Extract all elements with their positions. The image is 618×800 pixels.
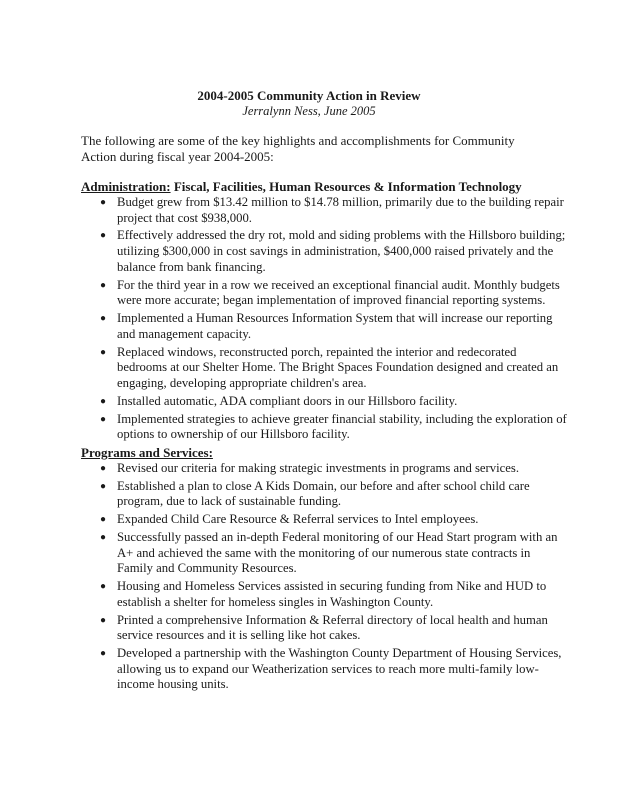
list-item-text: Printed a comprehensive Information & Referral directory of local health and human service resources and it is selling like hot cakes.: [117, 612, 548, 643]
list-item: [81, 613, 569, 644]
list-item: [81, 412, 569, 443]
bullet-icon: ●: [100, 462, 107, 474]
section-heading-rest: Fiscal, Facilities, Human Resources & Information Technology: [170, 179, 522, 194]
list-item: [81, 461, 569, 477]
list-item-text: Expanded Child Care Resource & Referral services to Intel employees.: [117, 512, 479, 527]
list-item: [81, 579, 569, 610]
list-item-text: Implemented a Human Resources Information System that will increase our reporting and management capacity.: [117, 311, 553, 341]
bullet-list: [81, 195, 567, 443]
list-item-text: Established a plan to close A Kids Domain, our before and after school child care program, due to lack of sustainable funding.: [117, 478, 530, 509]
document-byline: Jerralynn Ness, June 2005: [242, 104, 376, 118]
section-programs-services: [81, 445, 561, 693]
list-item-text: Replaced windows, reconstructed porch, repainted the interior and redecorated bedrooms at our Shelter Home. The Bright Spaces Foundation designed and created an engaging, developing appropriate children's area.: [117, 344, 559, 390]
bullet-icon: ●: [100, 648, 107, 660]
list-item-text: Installed automatic, ADA compliant doors in our Hillsboro facility.: [117, 393, 458, 408]
list-item: [81, 228, 569, 275]
bullet-icon: ●: [100, 346, 107, 358]
bullet-icon: ●: [100, 279, 107, 291]
document-title: 2004-2005 Community Action in Review: [197, 88, 421, 103]
bullet-icon: ●: [100, 614, 107, 626]
bullet-icon: ●: [100, 395, 107, 407]
list-item-text: Effectively addressed the dry rot, mold and siding problems with the Hillsboro building; utilizing $300,000 in cost savings in administration, $400,000 raised privately and the balance from bank financing.: [117, 228, 566, 274]
list-item: [81, 512, 569, 528]
list-item-text: Developed a partnership with the Washington County Department of Housing Services, allowing us to expand our Weatherization services to reach more multi-family low-income housing units.: [117, 646, 562, 692]
section-heading-underlined: Administration:: [81, 179, 171, 194]
intro-paragraph: The following are some of the key highlights and accomplishments for Community Action during fiscal year 2004-2005:: [81, 133, 515, 164]
list-item: [81, 195, 569, 226]
list-item: [81, 394, 569, 410]
list-item: [81, 479, 569, 510]
bullet-icon: ●: [100, 480, 107, 492]
document-body: [81, 179, 567, 695]
list-item-text: Budget grew from $13.42 million to $14.78 million, primarily due to the building repair project that cost $938,000.: [117, 195, 564, 225]
list-item-text: Successfully passed an in-depth Federal monitoring of our Head Start program with an A+ and achieved the same with the monitoring of our numerous state contracts in Family and Community Resources.: [117, 530, 558, 576]
section-heading-underlined: Programs and Services:: [81, 444, 213, 460]
bullet-icon: ●: [100, 514, 107, 526]
bullet-icon: ●: [100, 581, 107, 593]
list-item-text: Housing and Homeless Services assisted in securing funding from Nike and HUD to establish a shelter for homeless singles in Washington County.: [117, 579, 547, 609]
bullet-icon: ●: [100, 413, 107, 425]
bullet-icon: ●: [100, 532, 107, 544]
section-administration: [81, 179, 567, 443]
list-item-text: Implemented strategies to achieve greater financial stability, including the exploration of options to ownership of our Hillsboro facility.: [117, 411, 567, 442]
list-item: [81, 530, 569, 577]
bullet-icon: ●: [100, 197, 107, 208]
list-item: [81, 278, 569, 309]
list-item: [81, 345, 569, 392]
list-item: [81, 646, 569, 693]
list-item-text: Revised our criteria for making strategic investments in programs and services.: [117, 460, 520, 475]
list-item: [81, 311, 569, 342]
section-heading: [81, 179, 561, 195]
bullet-icon: ●: [100, 313, 107, 325]
section-heading: [81, 445, 561, 461]
bullet-list: [81, 461, 561, 693]
list-item-text: For the third year in a row we received an exceptional financial audit. Monthly budgets were more accurate; began implementation of improved financial reporting systems.: [117, 277, 560, 308]
bullet-icon: ●: [100, 230, 107, 242]
